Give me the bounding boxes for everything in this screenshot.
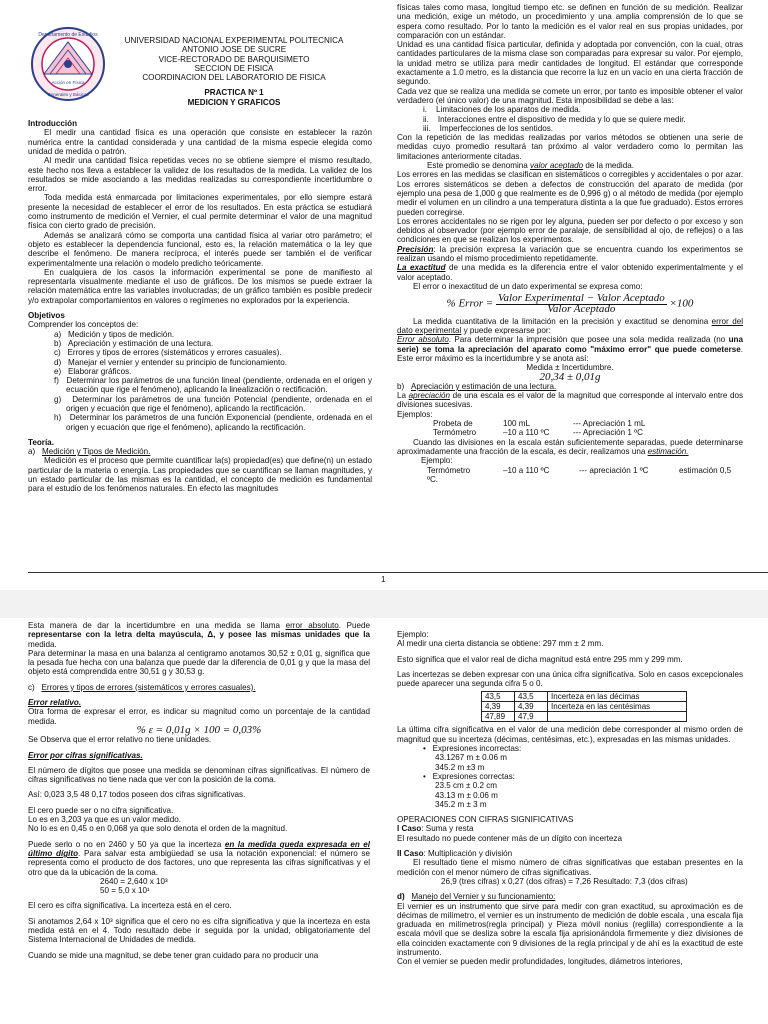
page-number: 1 [381, 575, 386, 584]
theory-paragraph-1: Medición es el proceso que permite cuantificar la(s) propiedad(es) que define(n) un estado particular de la materia o energía. Las propiedades que se cuantifican se llaman magnitudes, y un estado particular de las mismas es la cantidad, el concepto de medición es fundamental para el estudio de los fenómenos naturales. En efecto las magnitudes [28, 456, 372, 494]
incorrect-label: • Expresiones incorrectas: [423, 744, 522, 754]
right-paragraph-7: Los errores accidentales no se rigen por ley alguna, pueden ser por defecto o por exceso y son debidos al observador (por ejemplo error de paralaje, de sensibilidad al ojo, de reflejos) o a las condiciones en que se realizan los experimentos. [397, 216, 743, 245]
logo-text-bottom: Generales y Básicos [47, 92, 89, 97]
experimental-error-paragraph: La medida cuantitativa de la limitación en la precisión y exactitud se denomina error del dato experimental y puede expresarse por: [397, 316, 743, 336]
example-row-estimation: Termómetro –10 a 110 ºC --- apreciación 1 ºC estimación 0,5 ºC. [427, 465, 732, 484]
vernier-paragraph-2: Con el vernier se pueden medir profundidades, longitudes, diámetros interiores, [397, 957, 683, 967]
right-paragraph-2: Unidad es una cantidad física particular, definida y adoptada por convención, con la cual, otras cantidades particulares de la misma clase son comparadas para expresar su valor. Por ejemplo, la unidad metro se utiliza para medir cantidades de longitud. El estándar que corresponde exactamente a 1.0 metro, es la distancia que recorre la luz en un vacío en una cierta fracción de segundo. [397, 40, 743, 87]
right-paragraph-1: físicas tales como masa, longitud tiempo etc. se definen en función de su medición. Realizar una medición, exige un método, un procedimiento y una amplia comprensión de lo que se espera como resultado. Por lo tanto la medición es el valor real en sus propias unidades, por comparación con un estándar. [397, 3, 743, 40]
relative-error-paragraph: Otra forma de expresar el error, es indicar su magnitud como un porcentaje de la cantidad medida. [28, 707, 370, 726]
relative-error-formula: % ε = 0,01g × 100 = 0,03% [136, 723, 262, 736]
error-cause-item: ii. Interacciones entre el dispositivo de medida y lo que se quiere medir. [423, 114, 686, 124]
examples-label: Ejemplos: [397, 409, 433, 419]
absolute-error-paragraph: Error absoluto. Para determinar la imprecisión que posee una sola medida realizada (no una serie) se toma la apreciación del aparato como "máximo error" que puede cometerse. Este error máximo es la incertidumbre y se anota así: [397, 335, 743, 363]
example-row-termometro: Termómetro –10 a 110 ºC --- Apreciación 1 ºC [433, 428, 643, 438]
page1-left-column [28, 36, 372, 494]
objective-item: d) Manejar el vernier y entender su principio de funcionamiento. [54, 357, 288, 367]
practice-title: MEDICION Y GRAFICOS [187, 97, 281, 107]
table-row: 4,39 4,39 Incerteza en las centésimas [482, 702, 687, 712]
header-line-5: COORDINACION DEL LABORATORIO DE FISICA [142, 73, 326, 83]
incorrect-expression: 43.1267 m ± 0.06 m [435, 753, 507, 763]
exponential-notation-paragraph: Puede serlo o no en 2460 y 50 ya que la incerteza en la medida queda expresada en el último dígito. Para salvar esta ambigüedad se usa la notación exponencial: el número se representa como el producto de dos factores, uno que representa las cifras significativas y el otro que da la ubicación de la coma. [28, 839, 370, 877]
measure-plus-minus-line: Medida ± Incertidumbre. [526, 363, 614, 373]
exponential-example-1: 2640 = 2,640 x 10³ [100, 876, 168, 886]
accepted-value-sentence: Este promedio se denomina valor aceptado de la medida. [427, 161, 634, 171]
intro-paragraph-2: Al medir una cantidad física repetidas veces no se obtiene siempre el mismo resultado, este hecho nos lleva a establecer la validez de los resultados de la medida. La validez de los resultados se mide asociando a las medidas realizadas su correspondiente incertidumbre o error. [28, 156, 372, 194]
absolute-error-delta-paragraph: Esta manera de dar la incertidumbre en una medida se llama error absoluto. Puede representarse con la letra delta mayúscula, Δ, y posee las mismas unidades que la medida. [28, 621, 370, 649]
right-paragraph-4: Con la repetición de las medidas realizadas por varios métodos se obtienen una serie de medidas cuyo promedio resultará tan próximo al valor verdadero como lo permitan las limitaciones anteriormente citadas. [397, 133, 743, 161]
footer-rule [28, 572, 768, 573]
page1-right-column [397, 3, 743, 484]
estimation-paragraph: Cuando las divisiones en la escala están suficientemente separadas, puede determinarse aproximadamente una fracción de la escala, es decir, realizamos una estimación. [397, 437, 743, 456]
zero-significant-note: El cero es cifra significativa. La incerteza está en el cero. [28, 901, 232, 911]
accuracy-definition: La exactitud de una medida es la diferencia entre el valor obtenido experimentalmente y el valor aceptado. [397, 263, 743, 282]
objective-item: b) Apreciación y estimación de una lectura. [54, 338, 214, 348]
distance-example: Al medir una cierta distancia se obtiene: 297 mm ± 2 mm. [397, 639, 604, 649]
exponential-example-2: 50 = 5,0 x 10¹ [100, 886, 150, 896]
units-paragraph: Si anotamos 2,64 x 10³ significa que el cero no es cifra significativa y que la incerteza en esta medida está en el 4. Todo resultado debe ir seguida por la unidad, obligatoriamente del Sistema Internacional de Unidades de medida. [28, 916, 370, 945]
relative-error-observation: Se Observa que el error relativo no tiene unidades. [28, 735, 212, 745]
significant-figures-heading: Error por cifras significativas. [28, 750, 143, 760]
real-value-paragraph: Esto significa que el valor real de dicha magnitud está entre 295 mm y 299 mm. [397, 654, 683, 664]
logo-text-top: Departamento de Estudios [38, 32, 98, 38]
balance-example-paragraph: Para determinar la masa en una balanza al centigramo anotamos 30,52 ± 0,01 g, significa que la pesada fue hecha con una balanza que puede dar la diferencia de 0,01 g y que la masa del objeto está comprendida entre 30,51 g y 30,53 g. [28, 648, 370, 677]
subsection-b-heading: b) Apreciación y estimación de una lectura. [397, 381, 557, 391]
case-2-text: El resultado tiene el mismo número de cifras significativas que estaban presentes en la medición con el menor número de cifras significativas. [397, 858, 743, 877]
table-row: 47,89 47,9 [482, 712, 687, 722]
relative-error-heading: Error relativo. [28, 698, 82, 708]
university-header [28, 36, 372, 107]
case-1-text: El resultado no puede contener más de un dígito con incerteza [397, 833, 622, 843]
objective-item: e) Elaborar gráficos. [54, 366, 132, 376]
practice-number: PRACTICA Nº 1 [204, 88, 264, 98]
uncertainty-rule-paragraph: Las incertezas se deben expresar con una única cifra significativa. Solo en casos excepcionales puede aparecer una segunda cifra 5 o 0. [397, 669, 743, 689]
right-paragraph-3: Cada vez que se realiza una medida se comete un error, por tanto es imposible obtener el valor verdadero (el único valor) de una magnitud. Esta imposibilidad se debe a las: [397, 86, 743, 105]
theory-subsection-a: a) Medición y Tipos de Medición. [28, 447, 151, 457]
appreciation-definition: La apreciación de una escala es el valor de la magnitud que corresponde al intervalo entre dos divisiones sucesivas. [397, 391, 743, 410]
page2-right-column [397, 630, 743, 967]
case-2-example: 26,9 (tres cifras) x 0,27 (dos cifras) = 7,26 Resultado: 7,3 (dos cifras) [441, 876, 688, 886]
header-line-1: UNIVERSIDAD NACIONAL EXPERIMENTAL POLITECNICA [124, 36, 344, 45]
subsection-d-heading: d) Manejo del Vernier y su funcionamiento: [397, 892, 556, 902]
correct-expression: 23.5 cm ± 0.2 cm [435, 781, 498, 791]
zero-rule-1: El cero puede ser o no cifra significativa. [28, 805, 174, 815]
vernier-paragraph-1: El vernier es un instrumento que sirve para medir con gran exactitud, su aproximación es de décimas de milímetro, el vernier es un instrumento de medición de doble escala , una escala fija graduada en milímetros(regla principal) y Pieza móvil nonius (reglilla) correspondiente a la escala móvil que se desliza sobre la escala fija aprisionándola firmemente y diez divisiones de ella coinciden exactamente con 9 divisiones de la regla principal y de ahí es la exactitud de este instrumento. [397, 901, 743, 958]
objective-item: f) Determinar los parámetros de una función lineal (pendiente, ordenada en el origen y ecuación que rige el fenómeno), aplicando la linealización o rectificación. [54, 376, 373, 395]
correct-expression: 345.2 m ± 3 m [435, 799, 487, 809]
correct-expression: 43.13 m ± 0.06 m [435, 790, 498, 800]
significant-figures-paragraph-1: El número de dígitos que posee una medida se denominan cifras significativas. El número de cifras significativas no tiene nada que ver con la posición de la coma. [28, 765, 370, 785]
rounding-table [481, 691, 687, 722]
objective-item: a) Medición y tipos de medición. [54, 329, 175, 339]
page2-left-column [28, 621, 370, 960]
operations-heading: OPERACIONES CON CIFRAS SIGNIFICATIVAS [397, 815, 574, 825]
objectives-heading: Objetivos [28, 311, 65, 321]
precision-definition: Precisión: la precisión expresa la variación que se encuentra cuando los experimentos se realizan usando el mismo procedimiento repetidamente. [397, 244, 743, 264]
bullet-icon: • [423, 744, 426, 754]
theory-heading: Teoría. [28, 437, 54, 447]
intro-paragraph-3: Toda medida está enmarcada por limitaciones experimentales, por ello siempre estará presente la necesidad de establecer el error de los resultados. En esta práctica se estudiará como instrumento de medición el Vernier, el cual permite determinar el valor de una magnitud física con cierto grado de precisión. [28, 193, 372, 231]
intro-heading: Introducción [28, 119, 78, 129]
example-row-probeta: Probeta de 100 mL --- Apreciación 1 mL [433, 419, 646, 429]
zero-rule-3: No lo es en 0,45 o en 0,068 ya que solo denota el orden de la magnitud. [28, 824, 288, 834]
intro-paragraph-4: Además se analizará cómo se comporta una cantidad física al variar otro parámetro; el objeto es establecer la dependencia funcional, esto es, la relación matemática o la ley que describe el fenómeno. De manera recíproca, el interés puede ser también el de verificar experimentalmente una relación o modelo predicho teóricamente. [28, 230, 372, 268]
table-row: 43,5 43,5 Incerteza en las décimas [482, 692, 687, 702]
objective-item: h) Determinar los parámetros de una función Exponencial (pendiente, ordenada en el origen y ecuación que rige el fenómeno), aplicando la rectificación. [54, 413, 372, 432]
measure-example-formula: 20,34 ± 0,01g [539, 370, 601, 383]
header-line-4: SECCION DE FISICA [194, 63, 274, 73]
significant-figures-paragraph-2: Así: 0,023 3,5 48 0,17 todos poseen dos cifras significativas. [28, 790, 246, 800]
page-2 [0, 618, 768, 1024]
zero-rule-2: Lo es en 3,203 ya que es un valor medido. [28, 815, 181, 825]
last-digit-paragraph: La última cifra significativa en el valor de una medición debe corresponder al mismo orden de magnitud que su incerteza (décimas, centésimas, etc.), expresadas en las mismas unidades. [397, 725, 743, 744]
logo-text-middle: Acción en Física [51, 80, 85, 85]
error-cause-item: i. Limitaciones de los aparatos de medida. [423, 105, 581, 115]
header-line-3: VICE-RECTORADO DE BARQUISIMETO [158, 54, 310, 64]
bullet-icon: • [423, 771, 426, 781]
header-line-2: ANTONIO JOSE DE SUCRE [181, 45, 287, 55]
measurement-care-paragraph: Cuando se mide una magnitud, se debe tener gran cuidado para no producir una [28, 950, 319, 960]
subsection-c-heading: c) Errores y tipos de errores (sistemáticos y errores casuales). [28, 682, 256, 692]
right-paragraph-6: Los errores en las medidas se clasifican en sistemáticos o corregibles y accidentales o por azar. Los errores sistemáticos se deben a defectos de construcción del aparato de medida (por ejemplo una pesa de 1,000 g que realmente es de 0,996 g) o al método de medida (por ejemplo medir el volumen en un cilindro a una temperatura distinta a la que fue graduado). Estos errores pueden corregirse. [397, 170, 743, 217]
objective-item: c) Errores y tipos de errores (sistemáticos y errores casuales). [54, 348, 282, 358]
error-expression-intro: El error o inexactitud de un dato experimental se expresa como: [413, 281, 643, 291]
objective-item: g) Determinar los parámetros de una función Potencial (pendiente, ordenada en el origen y ecuación que rige el fenómeno), aplicando la rectificación. [54, 394, 372, 413]
percent-error-formula: % Error = $\frac{\text{Valor Experimental − Valor Aceptado}}{\text{Valor Aceptado}}$ ×100 [446, 292, 694, 315]
objectives-lead: Comprender los conceptos de: [28, 320, 139, 330]
intro-paragraph-5: En cualquiera de los casos la información experimental se pone de manifiesto al representarla visualmente mediante el uso de gráficos. De los mismos se puede extraer la relación matemática entre las variables involucradas; de un gráfico también es posible predecir y/o extrapolar comportamientos en valores o regímenes no explorados por la experiencia. [28, 267, 372, 305]
case-1-heading: I Caso: Suma y resta [397, 824, 474, 834]
example-label-2: Ejemplo: [421, 456, 453, 466]
example-label: Ejemplo: [397, 630, 429, 639]
incorrect-expression: 345.2 m ±3 m [435, 762, 485, 772]
case-2-heading: II Caso: Multiplicación y división [397, 849, 513, 859]
intro-paragraph-1: El medir una cantidad física es una operación que consiste en establecer la razón numérica entre la cantidad considerada y una cantidad de la misma especie elegida como unidad de medida o patrón. [28, 128, 372, 156]
correct-label: • Expresiones correctas: [423, 771, 515, 781]
error-cause-item: iii. Imperfecciones de los sentidos. [423, 123, 554, 133]
page-gap [0, 590, 768, 618]
